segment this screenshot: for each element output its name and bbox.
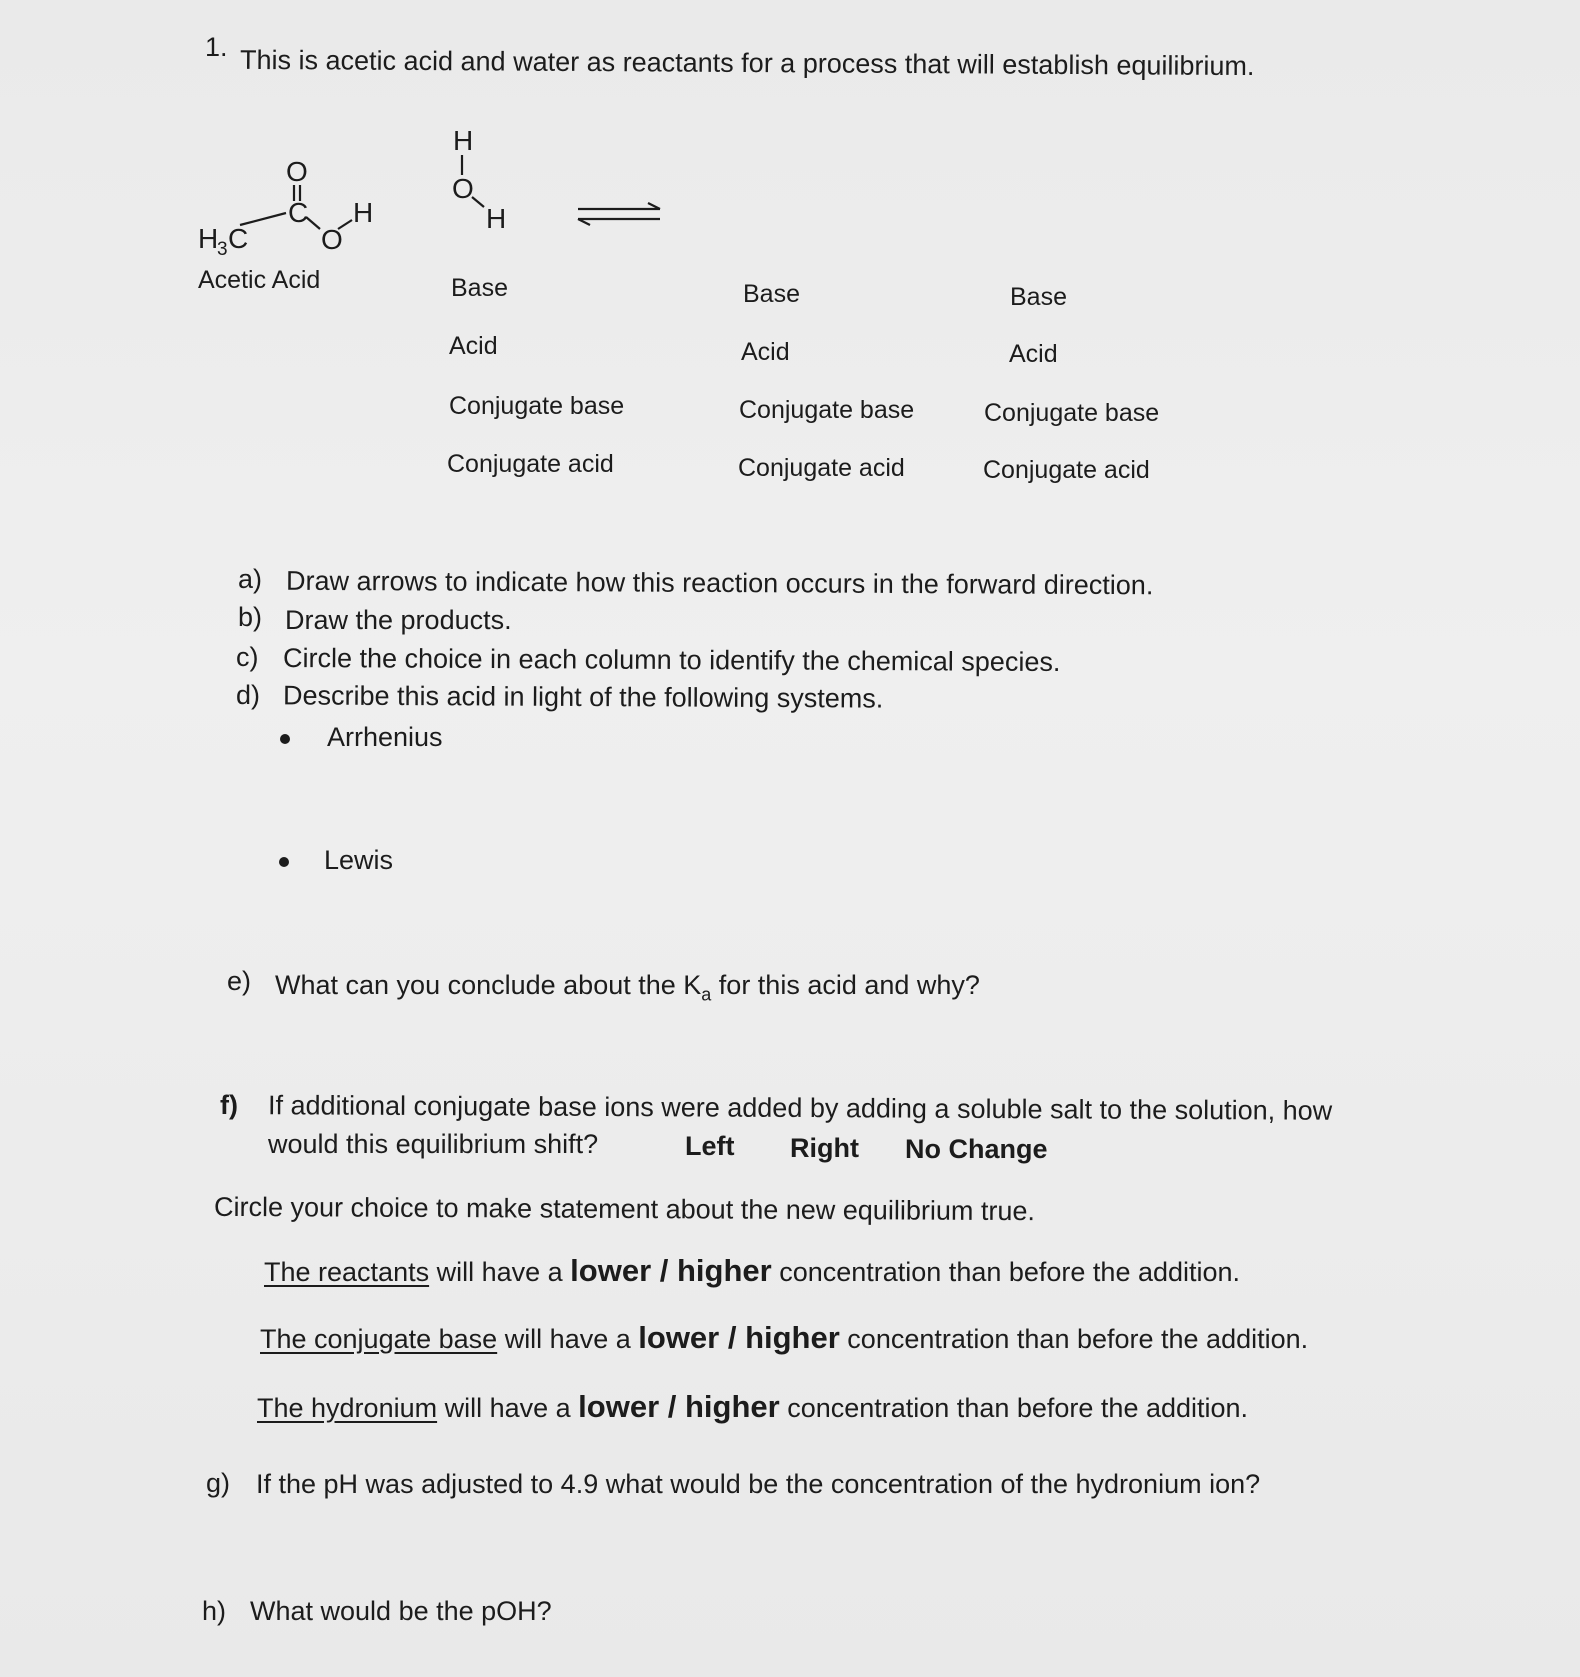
- statement-hydronium: [257, 1389, 1248, 1425]
- circle-instruction: Circle your choice to make statement about the new equilibrium true.: [213, 1191, 1035, 1227]
- atom-water-o: O: [452, 173, 474, 204]
- part-d-text: Describe this acid in light of the following systems.: [282, 680, 884, 714]
- ka-subscript: a: [701, 984, 712, 1005]
- statement-reactants-subject: The reactants: [264, 1257, 430, 1287]
- statement-reactants-choice[interactable]: lower / higher: [570, 1253, 772, 1288]
- part-e-text-after: for this acid and why?: [711, 970, 980, 1000]
- part-c-label: c): [236, 642, 259, 672]
- part-d-label: d): [236, 680, 261, 710]
- bullet-lewis: Lewis: [324, 845, 394, 875]
- part-f-line2: would this equilibrium shift?: [268, 1129, 599, 1159]
- atom-carbon: C: [288, 197, 309, 228]
- atom-water-h-right: H: [486, 203, 507, 234]
- statement-reactants: [264, 1253, 1240, 1289]
- statement-conjugate-base: [260, 1320, 1308, 1356]
- col2-conjugate-base[interactable]: Conjugate base: [739, 396, 915, 424]
- statement-reactants-middle: will have a: [429, 1257, 571, 1287]
- part-e-text: [275, 970, 980, 1005]
- statement-conjugate-base-middle: will have a: [497, 1324, 639, 1354]
- col3-conjugate-acid[interactable]: Conjugate acid: [983, 456, 1150, 484]
- part-b-label: b): [238, 602, 263, 632]
- bullet-dot-2: [279, 857, 289, 867]
- part-a-text: Draw arrows to indicate how this reaction occurs in the forward direction.: [285, 565, 1154, 601]
- col3-acid[interactable]: Acid: [1009, 340, 1058, 368]
- atom-water-h-top: H: [453, 125, 474, 156]
- part-g-label: g): [206, 1468, 231, 1498]
- atom-methyl-subscript: 3: [217, 239, 228, 260]
- col2-base[interactable]: Base: [743, 280, 800, 308]
- col2-conjugate-acid[interactable]: Conjugate acid: [738, 454, 905, 482]
- bullet-dot-1: [280, 734, 290, 744]
- part-f-label: f): [220, 1090, 238, 1120]
- part-b-text: Draw the products.: [285, 605, 512, 635]
- water-o-h-bond: [472, 197, 484, 207]
- part-h-label: h): [202, 1596, 227, 1626]
- bullet-arrhenius: Arrhenius: [327, 722, 443, 752]
- atom-h-acid: H: [353, 197, 374, 228]
- part-g-text: If the pH was adjusted to 4.9 what would be the concentration of the hydronium ion?: [256, 1469, 1261, 1499]
- part-h-text: What would be the pOH?: [250, 1596, 552, 1626]
- col1-acid[interactable]: Acid: [449, 332, 498, 360]
- question-number: 1.: [205, 32, 228, 62]
- statement-hydronium-end: concentration than before the addition.: [779, 1393, 1249, 1423]
- col1-conjugate-base[interactable]: Conjugate base: [449, 392, 625, 420]
- col3-conjugate-base[interactable]: Conjugate base: [984, 399, 1160, 427]
- statement-conjugate-base-choice[interactable]: lower / higher: [638, 1320, 840, 1355]
- part-f-line1: If additional conjugate base ions were added by adding a soluble salt to the solution, how: [267, 1090, 1333, 1126]
- atom-methyl-c: C: [228, 223, 249, 254]
- statement-hydronium-middle: will have a: [437, 1393, 579, 1423]
- atom-o-single: O: [321, 224, 343, 255]
- statement-reactants-end: concentration than before the addition.: [771, 1257, 1241, 1287]
- col3-base[interactable]: Base: [1010, 283, 1067, 311]
- acetic-acid-label: Acetic Acid: [198, 266, 321, 294]
- choice-no-change[interactable]: No Change: [905, 1134, 1048, 1164]
- col2-acid[interactable]: Acid: [741, 338, 790, 366]
- col1-base[interactable]: Base: [451, 274, 508, 302]
- part-a-label: a): [238, 564, 263, 594]
- choice-left[interactable]: Left: [685, 1131, 735, 1161]
- statement-hydronium-choice[interactable]: lower / higher: [578, 1389, 780, 1424]
- question-1-text: This is acetic acid and water as reactants for a process that will establish equilibrium.: [239, 44, 1255, 82]
- part-e-label: e): [227, 966, 252, 996]
- statement-hydronium-subject: The hydronium: [257, 1393, 438, 1423]
- acetic-acid-water-structure: [190, 125, 690, 285]
- statement-conjugate-base-end: concentration than before the addition.: [839, 1324, 1309, 1354]
- atom-o-double: O: [286, 156, 308, 187]
- atom-methyl-h: H: [198, 223, 219, 254]
- part-e-text-before: What can you conclude about the K: [275, 970, 702, 1000]
- choice-right[interactable]: Right: [790, 1133, 859, 1163]
- statement-conjugate-base-subject: The conjugate base: [260, 1324, 498, 1354]
- part-c-text: Circle the choice in each column to identify the chemical species.: [282, 642, 1061, 678]
- col1-conjugate-acid[interactable]: Conjugate acid: [447, 450, 614, 478]
